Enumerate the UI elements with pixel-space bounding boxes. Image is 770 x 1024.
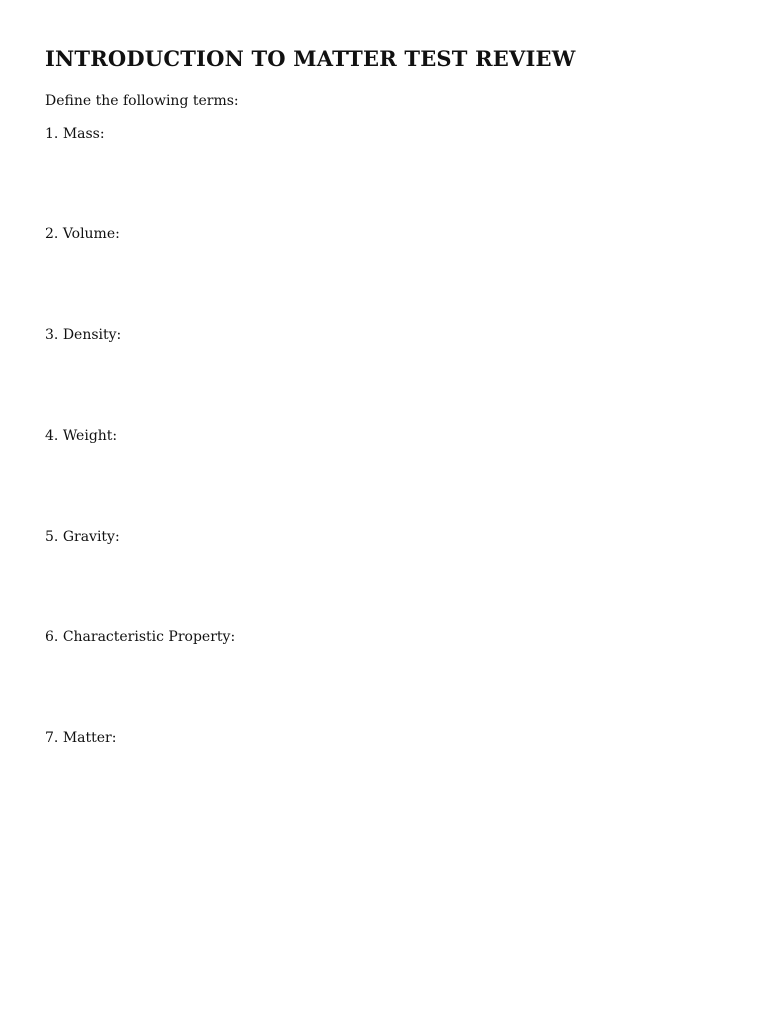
term-label: Matter: (62, 730, 117, 746)
term-item-mass (45, 124, 105, 144)
term-number: 6. (45, 629, 59, 645)
term-item-characteristic-property (45, 627, 235, 647)
page-title: INTRODUCTION TO MATTER TEST REVIEW (45, 46, 576, 71)
term-number: 7. (45, 730, 59, 746)
term-item-density (45, 325, 121, 345)
term-label: Volume: (62, 226, 120, 242)
term-item-weight (45, 426, 117, 446)
term-number: 1. (45, 126, 59, 142)
term-label: Characteristic Property: (62, 629, 236, 645)
term-number: 3. (45, 327, 59, 343)
term-label: Density: (62, 327, 122, 343)
term-number: 2. (45, 226, 59, 242)
term-item-gravity (45, 527, 120, 547)
term-label: Mass: (62, 126, 105, 142)
term-number: 5. (45, 529, 59, 545)
term-number: 4. (45, 428, 59, 444)
term-item-volume (45, 224, 120, 244)
term-label: Gravity: (62, 529, 120, 545)
term-item-matter (45, 728, 116, 748)
term-label: Weight: (62, 428, 118, 444)
instructions-text: Define the following terms: (45, 93, 239, 109)
